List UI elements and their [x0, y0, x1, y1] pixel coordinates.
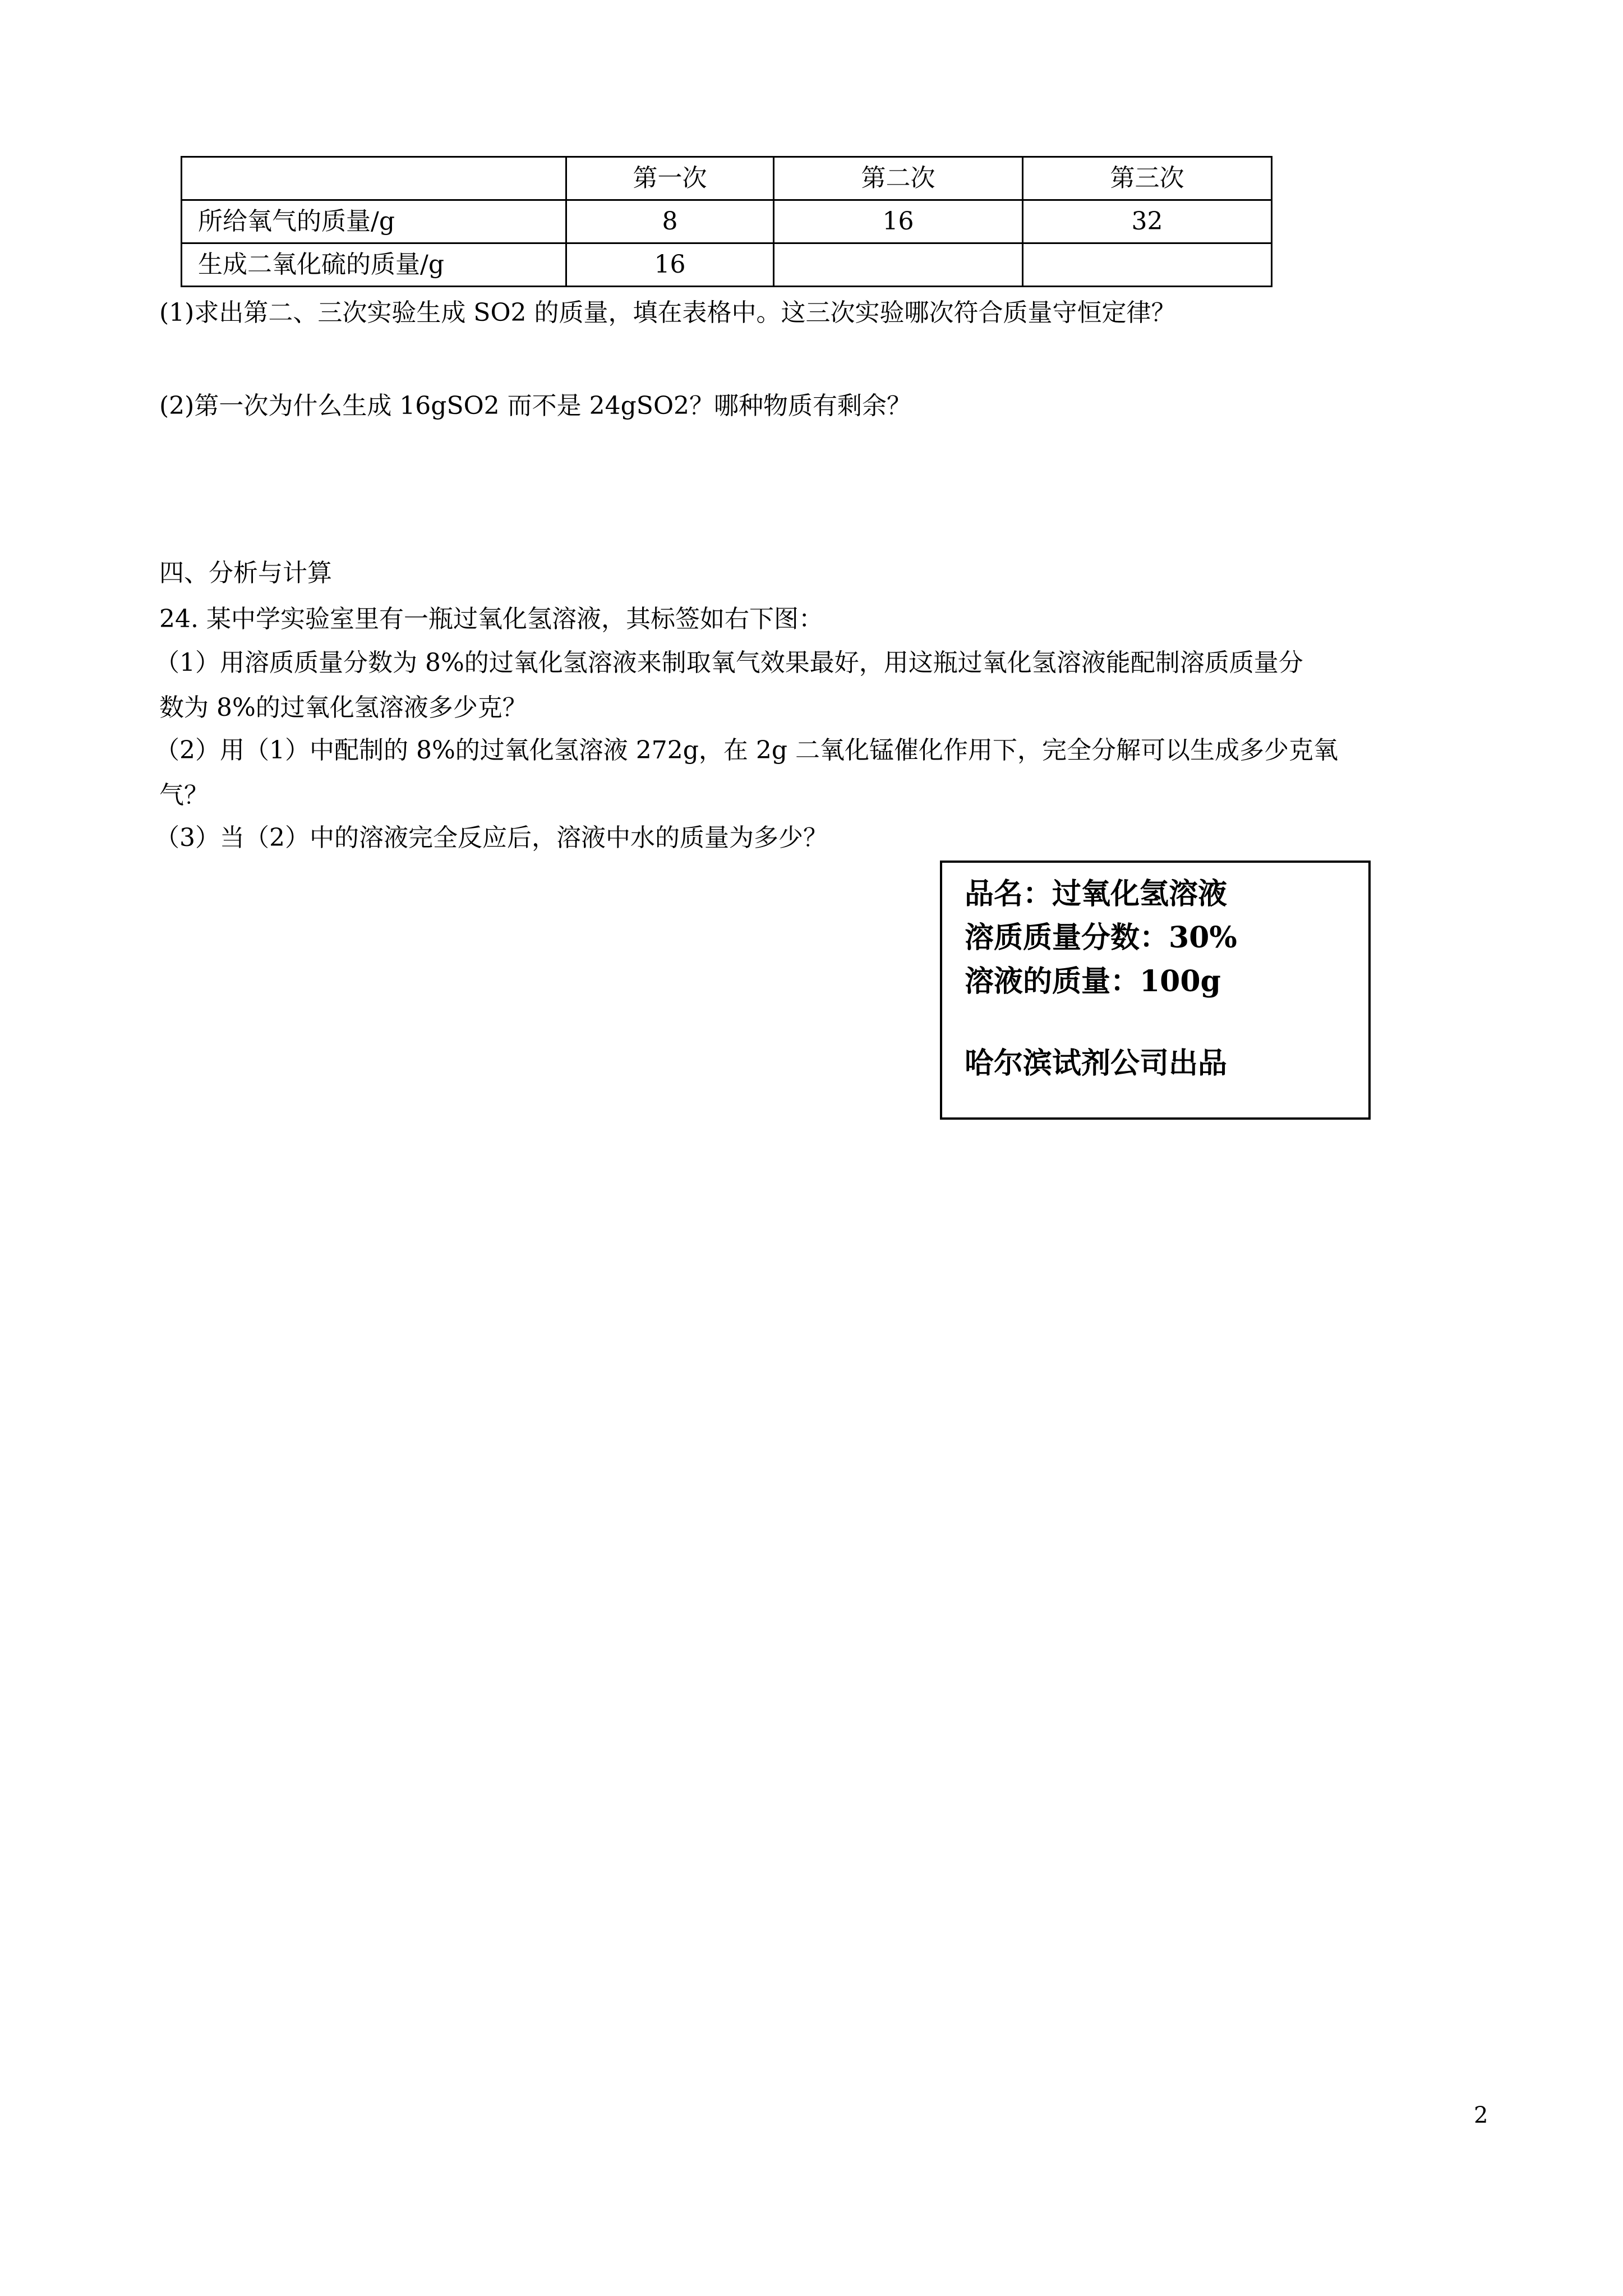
experiment-table [181, 156, 1272, 287]
table-cell: 生成二氧化硫的质量/g [182, 243, 566, 287]
reagent-label-box [940, 861, 1371, 1120]
table-header-cell [182, 157, 566, 200]
table-header-cell: 第三次 [1023, 157, 1272, 200]
q24-part1-line1: （1）用溶质质量分数为 8%的过氧化氢溶液来制取氧气效果最好，用这瓶过氧化氢溶液能配制溶质质量分 [155, 648, 1303, 677]
table-cell: 8 [566, 200, 774, 243]
label-concentration: 溶质质量分数：30% [965, 921, 1237, 955]
section-title: 四、分析与计算 [159, 559, 332, 587]
table-cell [1023, 243, 1272, 287]
table-cell: 32 [1023, 200, 1272, 243]
table-cell [774, 243, 1023, 287]
q24-part2-line1: （2）用（1）中配制的 8%的过氧化氢溶液 272g，在 2g 二氧化锰催化作用下，完全分解可以生成多少克氧 [155, 736, 1339, 765]
label-product-name: 品名：过氧化氢溶液 [965, 877, 1228, 911]
table-row [182, 200, 1272, 243]
q23-part2: (2)第一次为什么生成 16gSO2 而不是 24gSO2？哪种物质有剩余？ [159, 392, 912, 420]
table-cell: 所给氧气的质量/g [182, 200, 566, 243]
table-cell: 16 [774, 200, 1023, 243]
label-solution-mass: 溶液的质量：100g [965, 964, 1221, 999]
page-number: 2 [1474, 2102, 1488, 2128]
q24-part1-line2: 数为 8%的过氧化氢溶液多少克？ [159, 693, 527, 722]
q24-part3: （3）当（2）中的溶液完全反应后，溶液中水的质量为多少？ [155, 823, 828, 852]
q24-part2-line2: 气？ [159, 781, 209, 809]
table-row [182, 243, 1272, 287]
table-cell: 16 [566, 243, 774, 287]
table-header-row [182, 157, 1272, 200]
q23-part1: (1)求出第二、三次实验生成 SO2 的质量，填在表格中。这三次实验哪次符合质量守恒定律？ [159, 298, 1176, 327]
label-manufacturer: 哈尔滨试剂公司出品 [965, 1046, 1228, 1080]
table-header-cell: 第二次 [774, 157, 1023, 200]
q24-stem: 24. 某中学实验室里有一瓶过氧化氢溶液，其标签如右下图： [159, 605, 823, 633]
table-header-cell: 第一次 [566, 157, 774, 200]
